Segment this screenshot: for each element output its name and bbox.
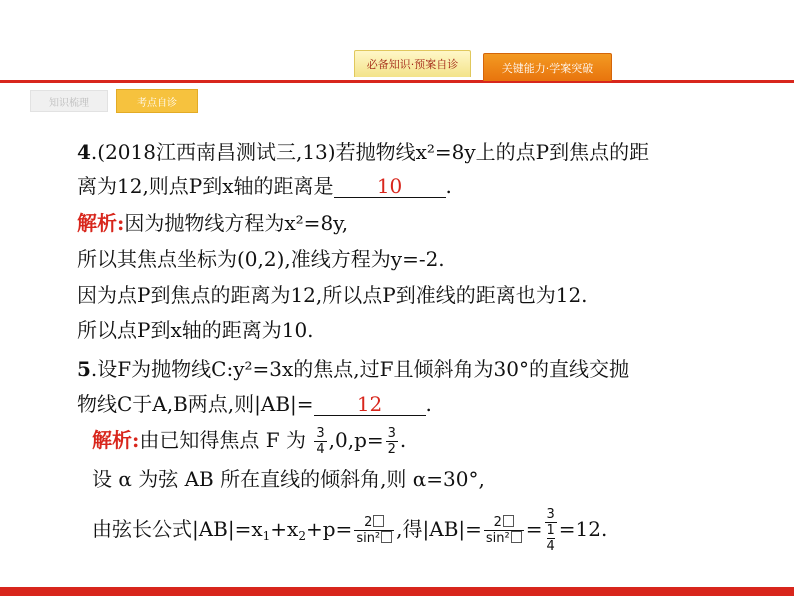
fraction-2-over-sin2: $\frac{2}{\text{sin²}}$	[354, 515, 394, 546]
q4-solution-3: 因为点P到焦点的距离为12,所以点P到准线的距离也为12.	[77, 283, 588, 307]
q4-line1: 4.(2018江西南昌测试三,13)若抛物线x²=8y上的点P到焦点的距	[77, 140, 650, 164]
tab-prep-knowledge[interactable]: 必备知识·预案自诊	[354, 50, 471, 77]
fraction-2-over-sin2-b: $\frac{2}{\text{sin²}}$	[484, 515, 524, 546]
q4-solution-4: 所以点P到x轴的距离为10.	[77, 318, 314, 342]
q5-solution-1: 解析:由已知得焦点 F 为 $\frac{3}{4}$ ,0,p= $\frac{3}{2}$ .	[92, 426, 407, 457]
fraction-3-4: $\frac{3}{4}$	[316, 426, 325, 457]
fraction-3-over-quarter: 3 1 4	[546, 507, 555, 554]
q4-solution-1: 解析:因为抛物线方程为x²=8y,	[77, 211, 349, 235]
q5-line2: 物线C于A,B两点,则|AB|= 12 .	[77, 392, 432, 416]
missing-glyph-icon	[373, 515, 384, 527]
header-divider	[0, 80, 794, 83]
q5-line1: 5.设F为抛物线C:y²=3x的焦点,过F且倾斜角为30°的直线交抛	[77, 357, 629, 381]
subtab-self-test[interactable]: 考点自诊	[116, 89, 198, 113]
tab-key-ability[interactable]: 关键能力·学案突破	[483, 53, 612, 81]
q4-answer-blank: 10	[334, 175, 446, 198]
q5-answer-blank: 12	[314, 393, 426, 416]
missing-glyph-icon	[381, 531, 392, 543]
q5-solution-3: 由弦长公式$|AB|=x_1+x_2+p=$ $\frac{2}{\text{sin²}}$ ,得|AB|= $\frac{2}{\text{sin²}}$ = 3 1 4 =12.	[92, 507, 608, 554]
missing-glyph-icon	[511, 531, 522, 543]
q4-line2: 离为12,则点P到x轴的距离是 10 .	[77, 174, 452, 198]
subtab-knowledge-review[interactable]: 知识梳理	[30, 90, 108, 112]
fraction-3-2: $\frac{3}{2}$	[387, 426, 396, 457]
footer-bar	[0, 587, 794, 596]
q4-solution-2: 所以其焦点坐标为(0,2),准线方程为y=-2.	[77, 247, 445, 271]
missing-glyph-icon	[503, 515, 514, 527]
q5-solution-2: 设 α 为弦 AB 所在直线的倾斜角,则 α=30°,	[92, 467, 485, 491]
